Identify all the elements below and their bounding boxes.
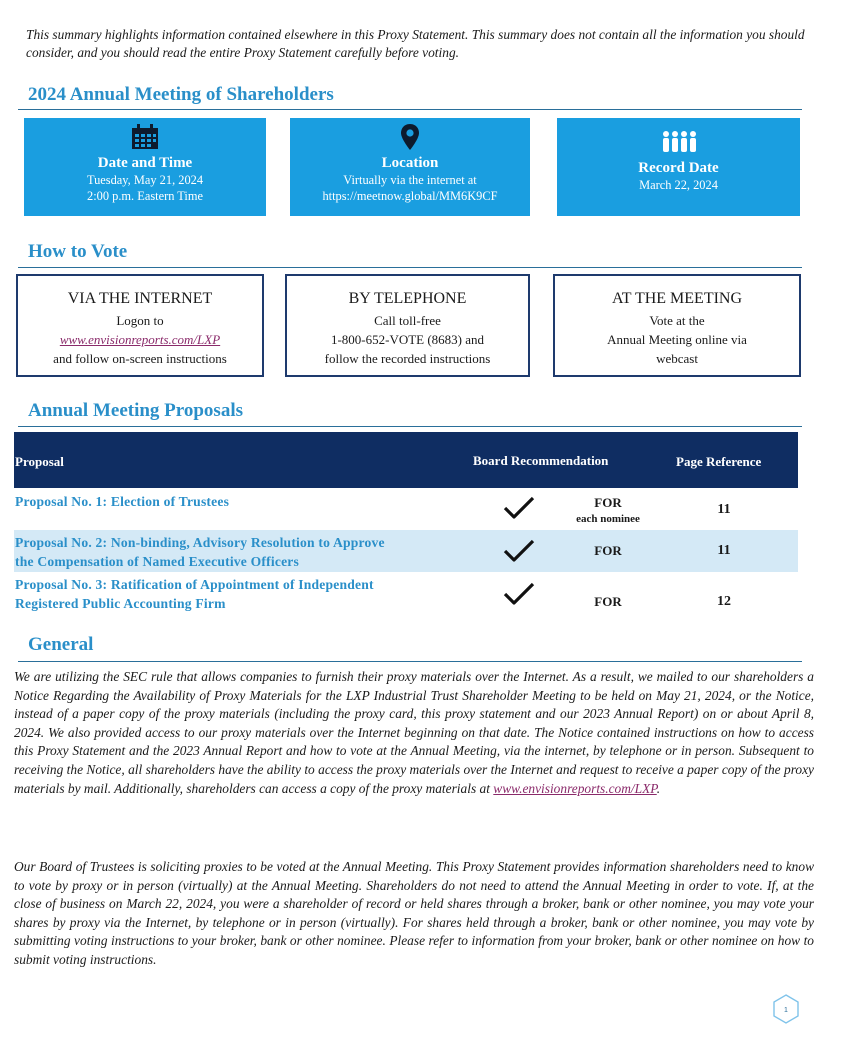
time-line: 2:00 p.m. Eastern Time [87,189,203,203]
general-title: General [28,634,94,655]
proposals-table-header [14,432,798,488]
location-tile [290,118,530,216]
vote-telephone-line3: follow the recorded instructions [324,351,491,366]
page-reference: 11 [717,502,731,517]
col-page: Page Reference [676,454,762,469]
checkmark-icon [502,495,536,521]
vote-meeting-line2: Annual Meeting online via [607,332,747,347]
date-time-title: Date and Time [97,155,193,171]
vote-meeting-line1: Vote at the [649,313,705,328]
vote-meeting-heading: AT THE MEETING [611,290,743,307]
proposal-text: Proposal No. 2: Non-binding, Advisory Resolution to Approve the Compensation of Named Executive Officers [15,535,385,569]
meeting-url[interactable]: https://meetnow.global/MM6K9CF [322,189,498,203]
vote-internet-line3: and follow on-screen instructions [53,351,227,366]
proposals-title: Annual Meeting Proposals [28,400,244,421]
checkmark-icon [502,538,536,564]
location-title: Location [381,155,439,171]
proposals-rule [18,426,802,427]
envision-link-2[interactable]: www.envisionreports.com/LXP [493,780,657,796]
recommendation: FOR [594,543,622,558]
envision-link[interactable]: www.envisionreports.com/LXP [59,332,221,347]
meeting-section-title: 2024 Annual Meeting of Shareholders [28,84,334,105]
general-paragraph-1: We are utilizing the SEC rule that allows companies to furnish their proxy materials over the Internet. As a result, we mailed to our shareholders a Notice Regarding the Availability of Proxy Materials for the LXP Industrial Trust Shareholder Meeting to be held on May 21, 2024, or the Notice, instead of a paper copy of the proxy materials (including the proxy card, this proxy statement and our 2023 Annual Report) on or about April 8, 2024. We also provided access to our proxy materials over the Internet beginning on that date. The Notice contained instructions on how to access this Proxy Statement and the 2023 Annual Report and how to vote at the Annual Meeting, via the internet, by telephone or in person. Subsequent to receiving the Notice, all shareholders have the ability to access the proxy materials over the Internet and request to receive a paper copy of the proxy materials by mail. Additionally, shareholders can access a copy of the proxy materials at www.envisionreports.com/LXP. [14,669,814,796]
recommendation: FOR [594,594,622,609]
proposal-row [14,489,798,531]
date-line: Tuesday, May 21, 2024 [86,173,204,187]
proposal-text: Proposal No. 1: Election of Trustees [15,494,230,509]
how-to-vote-title: How to Vote [28,241,128,262]
page-reference: 11 [717,543,731,558]
col-proposal: Proposal [15,454,64,469]
general-paragraph-2: Our Board of Trustees is soliciting proxies to be voted at the Annual Meeting. This Proxy Statement provides information shareholders need to know to vote by proxy or in person (virtually) at the Annual Meeting. Shareholders do not need to attend the Annual Meeting in order to vote. If, at the close of business on March 22, 2024, you were a shareholder of record or held shares through a broker, bank or other nominee, you may vote your shares by proxy via the Internet, by telephone or in person (virtually). For shares held through a broker, bank or other nominee, you may vote by submitting voting instructions to your broker, bank or other nominee. Please refer to information from your broker, bank or other nominee on how to submit voting instructions. [14,859,814,967]
people-icon [661,128,697,156]
proposal-row [14,530,798,572]
page-number-badge [770,993,802,1025]
intro-text: This summary highlights information contained elsewhere in this Proxy Statement. This summary does not contain all the information you should consider, and you should read the entire Proxy Statement carefully before voting. [26,27,805,60]
map-pin-icon [400,123,420,151]
proposal-text: Proposal No. 3: Ratification of Appointment of Independent Registered Public Accounting Firm [15,577,374,611]
calendar-icon [130,123,160,151]
recommendation: FOR each nominee [576,495,640,525]
how-to-vote-rule [18,267,802,268]
record-date-title: Record Date [638,160,719,176]
vote-internet-line1: Logon to [116,313,164,328]
general-rule [18,661,802,662]
vote-telephone-number: 1-800-652-VOTE (8683) and [330,332,485,347]
col-recommendation: Board Recommendation [473,453,609,468]
vote-internet-heading: VIA THE INTERNET [67,290,213,307]
vote-meeting-box [553,274,801,377]
vote-telephone-box [285,274,530,377]
page-number: 1 [784,1007,788,1014]
location-line: Virtually via the internet at [343,173,477,187]
vote-meeting-line3: webcast [656,351,698,366]
meeting-rule [18,109,802,110]
checkmark-icon [502,581,536,607]
vote-telephone-heading: BY TELEPHONE [348,290,467,307]
date-time-tile [24,118,266,216]
record-date-tile [557,118,800,216]
proposal-row [14,572,798,614]
vote-internet-box [16,274,264,377]
record-date-value: March 22, 2024 [639,178,718,192]
vote-telephone-line1: Call toll-free [374,313,441,328]
page-reference: 12 [717,594,731,609]
